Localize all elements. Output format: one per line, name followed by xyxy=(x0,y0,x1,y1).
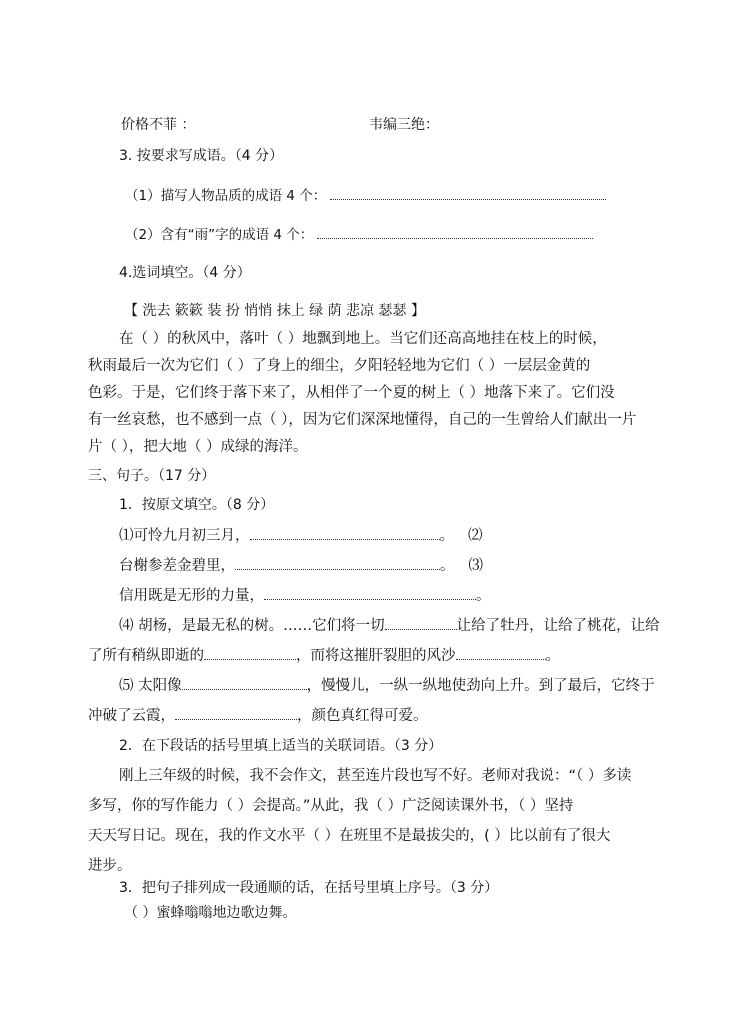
s3-q1-item4-blank-1[interactable] xyxy=(385,615,457,630)
q4-para-line-4: 有一丝哀愁，也不感到一点（ ），因为它们深深地懂得，自己的一生曾给人们献出一片 xyxy=(88,412,637,428)
s3-q2-para-line-2: 多写，你的写作能力（ ）会提高。”从此，我（ ）广泛阅读课外书，（ ）坚持 xyxy=(88,798,574,814)
s3-q1-item5-text-c: 冲破了云霞， xyxy=(88,708,175,724)
q3-sub1 xyxy=(125,185,606,206)
q4-wordbank: 【 洗去 簌簌 装 扮 悄悄 抹上 绿 荫 悲凉 瑟瑟 】 xyxy=(124,303,425,319)
s3-q1-item1-end: 。 xyxy=(439,528,454,544)
s3-q1-item5-blank-1[interactable] xyxy=(182,675,307,690)
s3-q1-item4-text-c: 了所有稍纵即逝的 xyxy=(88,648,204,664)
s3-q1-item2-text: 台榭参差金碧里， xyxy=(119,558,235,574)
s3-q1-item5-text-b: ，慢慢儿，一纵一纵地使劲向上升。到了最后，它终于 xyxy=(306,678,655,694)
s3-q1-item5-blank-2[interactable] xyxy=(175,705,297,720)
s3-q1-item4-end: 。 xyxy=(545,648,560,664)
q4-para-line-1: 在（ ）的秋风中，落叶（ ）地飘到地上。当它们还高高地挂在枝上的时候， xyxy=(119,331,607,347)
q3-title: 3. 按要求写成语。（4 分） xyxy=(119,148,284,164)
s3-q1-item2-end: 。 xyxy=(440,558,455,574)
q4-title: 4.选词填空。（4 分） xyxy=(119,265,251,281)
s3-q1-item4-blank-2[interactable] xyxy=(204,645,296,660)
s3-q2-para-line-4: 进步。 xyxy=(88,858,132,874)
s3-q1-item1 xyxy=(119,525,483,546)
s3-q1-item5-line1 xyxy=(119,675,655,696)
s3-q1-item2-marker: ⑵ xyxy=(468,528,483,544)
s3-q3-title: 3．把句子排列成一段通顺的话，在括号里填上序号。（3 分） xyxy=(119,880,499,896)
idiom-item-2-text: 韦编三绝 xyxy=(369,117,425,133)
q3-sub1-label: （1）描写人物品质的成语 4 个： xyxy=(125,188,327,204)
q3-sub2-label: （2）含有“雨”字的成语 4 个： xyxy=(125,227,314,243)
s3-q1-item4-line2 xyxy=(88,645,560,666)
q4-para-line-5: 片（ ），把大地（ ）成绿的海洋。 xyxy=(88,439,308,455)
s3-q2-para-line-1: 刚上三年级的时候，我不会作文，甚至连片段也写不好。老师对我说：“（ ）多读 xyxy=(119,768,632,784)
s3-q1-item5-text-d: ，颜色真红得可爱。 xyxy=(297,708,428,724)
s3-q1-item4-text-b: 让给了牡丹，让给了桃花，让给 xyxy=(456,618,660,634)
q3-sub2 xyxy=(125,224,593,245)
s3-q1-item2-blank[interactable] xyxy=(235,555,440,570)
s3-q1-item3-text: 信用既是无形的力量， xyxy=(119,588,264,604)
idiom-item-1 xyxy=(121,115,195,135)
s3-q2-title: 2．在下段话的括号里填上适当的关联词语。（3 分） xyxy=(119,738,443,754)
s3-q1-item4-line1 xyxy=(119,615,660,636)
idiom-item-1-text: 价格不菲 ： xyxy=(121,117,196,133)
idiom-item-2 xyxy=(369,115,439,135)
s3-q1-item4-text-a: ⑷ 胡杨，是最无私的树。……它们将一切 xyxy=(119,618,385,634)
section-3-title: 三、句子。（17 分） xyxy=(88,468,216,484)
idiom-item-2-colon: ： xyxy=(425,117,439,133)
s3-q1-title: 1．按原文填空。（8 分） xyxy=(119,497,275,513)
s3-q1-item3-end: 。 xyxy=(476,588,491,604)
q3-sub2-blank[interactable] xyxy=(317,224,593,239)
s3-q1-item4-text-d: ，而将这摧肝裂胆的风沙 xyxy=(296,648,456,664)
s3-q1-item2 xyxy=(119,555,483,576)
s3-q1-item1-text: ⑴可怜九月初三月， xyxy=(119,528,250,544)
s3-q1-item3 xyxy=(119,585,491,606)
q4-para-line-3: 色彩。于是，它们终于落下来了，从相伴了一个夏的树上（ ）地落下来了。它们没 xyxy=(88,385,615,401)
s3-q1-item4-blank-3[interactable] xyxy=(456,645,546,660)
s3-q2-para-line-3: 天天写日记。现在，我的作文水平（ ）在班里不是最拔尖的，( ）比以前有了很大 xyxy=(88,828,611,844)
s3-q1-item3-blank[interactable] xyxy=(264,585,476,600)
q3-sub1-blank[interactable] xyxy=(330,185,606,200)
s3-q1-item5-text-a: ⑸ 太阳像 xyxy=(119,678,182,694)
s3-q1-item1-blank[interactable] xyxy=(250,525,440,540)
s3-q1-item5-line2 xyxy=(88,705,428,726)
q4-para-line-2: 秋雨最后一次为它们（ ）了身上的细尘，夕阳轻轻地为它们（ ）一层层金黄的 xyxy=(88,358,591,374)
s3-q1-item3-marker: ⑶ xyxy=(468,558,483,574)
s3-q3-item-1: （ ）蜜蜂嗡嗡地边歌边舞。 xyxy=(124,905,297,921)
